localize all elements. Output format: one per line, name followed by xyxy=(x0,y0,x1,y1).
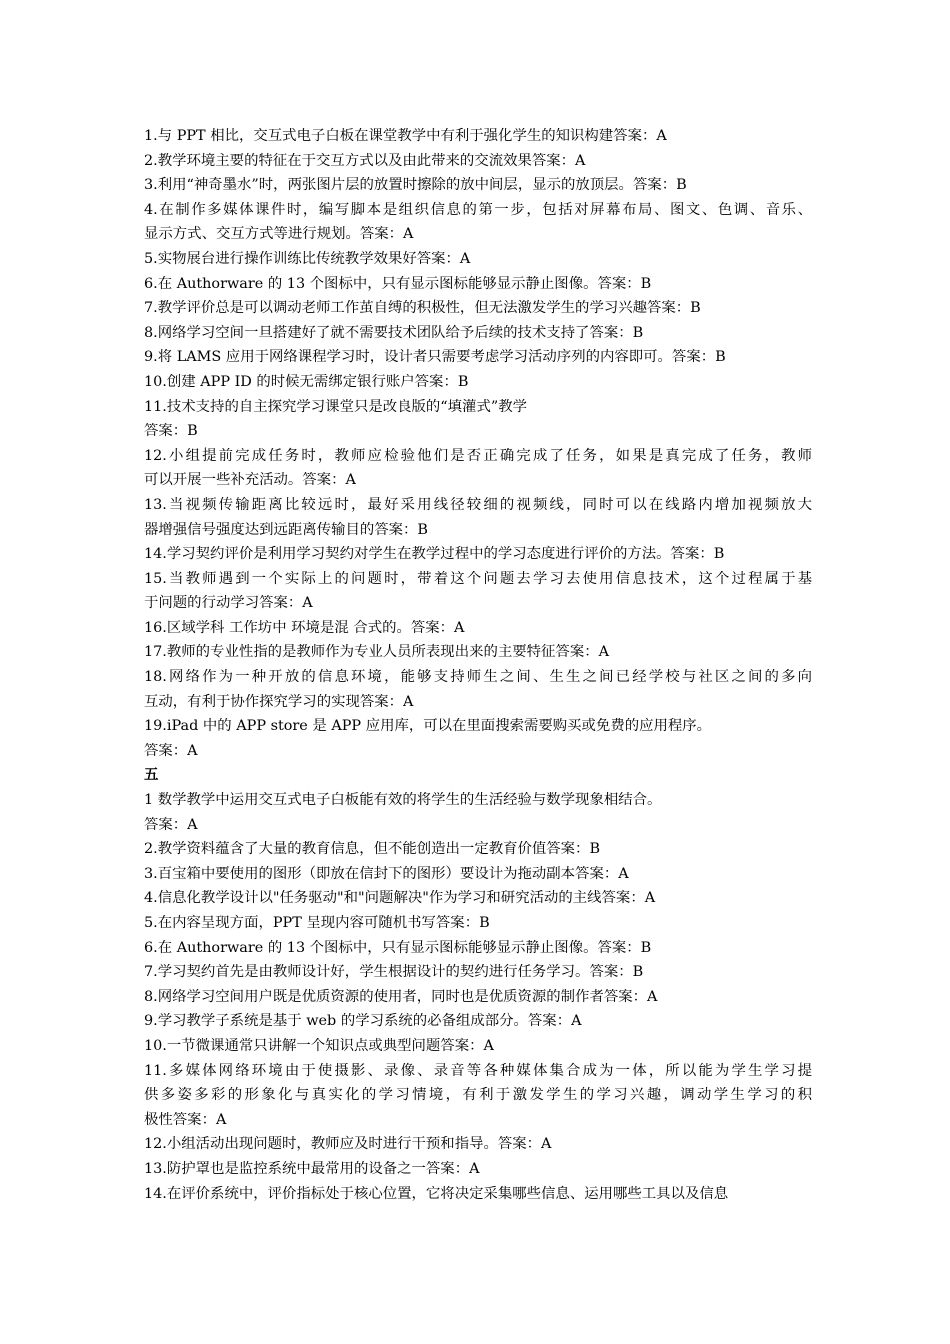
text-line: 答案：A xyxy=(144,742,198,759)
text-line: 7.教学评价总是可以调动老师工作茧自缚的积极性，但无法激发学生的学习兴趣答案：B xyxy=(144,300,701,317)
text-line: 9.学习教学子系统是基于 web 的学习系统的必备组成部分。答案：A xyxy=(144,1013,582,1030)
answer-list-section-2 xyxy=(144,788,812,1206)
text-line: 显示方式、交互方式等进行规划。答案：A xyxy=(144,226,414,243)
text-line: 5.在内容呈现方面，PPT 呈现内容可随机书写答案：B xyxy=(144,915,490,931)
answer-list-section-1 xyxy=(144,124,812,763)
text-line: 14.学习契约评价是利用学习契约对学生在教学过程中的学习态度进行评价的方法。答案：B xyxy=(144,546,725,563)
text-line: 互动，有利于协作探究学习的实现答案：A xyxy=(144,693,414,710)
text-line: 6.在 Authorware 的 13 个图标中，只有显示图标能够显示静止图像。答案：B xyxy=(144,939,652,956)
text-line: 4.在制作多媒体课件时，编写脚本是组织信息的第一步，包括对屏幕布局、图文、色调、音乐、 xyxy=(144,201,812,218)
text-line: 5.实物展台进行操作训练比传统教学效果好答案：A xyxy=(144,250,471,267)
text-line: 9.将 LAMS 应用于网络课程学习时，设计者只需要考虑学习活动序列的内容即可。答案：B xyxy=(144,349,726,366)
text-line: 1.与 PPT 相比，交互式电子白板在课堂教学中有利于强化学生的知识构建答案：A xyxy=(144,128,667,144)
text-line: 极性答案：A xyxy=(144,1111,227,1128)
text-line: 答案：A xyxy=(144,816,198,833)
text-line: 4.信息化教学设计以"任务驱动"和"问题解决"作为学习和研究活动的主线答案：A xyxy=(144,890,656,907)
text-line: 器增强信号强度达到远距离传输目的答案：B xyxy=(144,521,428,538)
text-line: 10.一节微课通常只讲解一个知识点或典型问题答案：A xyxy=(144,1037,494,1054)
text-line: 2.教学资料蕴含了大量的教育信息，但不能创造出一定教育价值答案：B xyxy=(144,841,601,858)
text-line: 15.当教师遇到一个实际上的问题时，带着这个问题去学习去使用信息技术，这个过程属于基 xyxy=(144,570,812,587)
text-line: 12.小组提前完成任务时，教师应检验他们是否正确完成了任务，如果是真完成了任务，教师 xyxy=(144,447,812,464)
text-line: 14.在评价系统中，评价指标处于核心位置，它将决定采集哪些信息、运用哪些工具以及信息 xyxy=(144,1185,729,1202)
text-line: 10.创建 APP ID 的时候无需绑定银行账户答案：B xyxy=(144,373,469,390)
text-line: 可以开展一些补充活动。答案：A xyxy=(144,472,356,489)
text-line: 答案：B xyxy=(144,423,198,440)
text-line: 11.多媒体网络环境由于使摄影、录像、录音等各种媒体集合成为一体，所以能为学生学习提 xyxy=(144,1062,812,1079)
text-line: 1 数学教学中运用交互式电子白板能有效的将学生的生活经验与数学现象相结合。 xyxy=(144,792,662,809)
text-line: 19.iPad 中的 APP store 是 APP 应用库，可以在里面搜索需要购买或免费的应用程序。 xyxy=(144,718,712,735)
text-line: 3.百宝箱中要使用的图形（即放在信封下的图形）要设计为拖动副本答案：A xyxy=(144,865,629,882)
text-line: 17.教师的专业性指的是教师作为专业人员所表现出来的主要特征答案：A xyxy=(144,644,609,661)
text-line: 16.区域学科 工作坊中 环境是混 合式的。答案：A xyxy=(144,619,465,636)
text-line: 供多姿多彩的形象化与真实化的学习情境，有利于激发学生的学习兴趣，调动学生学习的积 xyxy=(144,1087,812,1104)
text-line: 于问题的行动学习答案：A xyxy=(144,595,313,612)
text-line: 12.小组活动出现问题时，教师应及时进行干预和指导。答案：A xyxy=(144,1136,552,1153)
section-heading: 五 xyxy=(144,766,159,784)
text-line: 3.利用“神奇墨水”时，两张图片层的放置时擦除的放中间层，显示的放顶层。答案：B xyxy=(144,177,687,194)
text-line: 13.当视频传输距离比较远时，最好采用线径较细的视频线，同时可以在线路内增加视频放大 xyxy=(144,496,812,513)
text-line: 6.在 Authorware 的 13 个图标中，只有显示图标能够显示静止图像。答案：B xyxy=(144,275,652,292)
text-line: 7.学习契约首先是由教师设计好，学生根据设计的契约进行任务学习。答案：B xyxy=(144,964,644,981)
text-line: 2.教学环境主要的特征在于交互方式以及由此带来的交流效果答案：A xyxy=(144,152,586,169)
text-line: 11.技术支持的自主探究学习课堂只是改良版的“填灌式”教学 xyxy=(144,398,527,415)
document-page xyxy=(144,124,812,1206)
text-line: 8.网络学习空间用户既是优质资源的使用者，同时也是优质资源的制作者答案：A xyxy=(144,988,658,1005)
text-line: 18.网络作为一种开放的信息环境，能够支持师生之间、生生之间已经学校与社区之间的多向 xyxy=(144,669,812,686)
text-line: 8.网络学习空间一旦搭建好了就不需要技术团队给予后续的技术支持了答案：B xyxy=(144,324,644,341)
text-line: 13.防护罩也是监控系统中最常用的设备之一答案：A xyxy=(144,1160,480,1177)
